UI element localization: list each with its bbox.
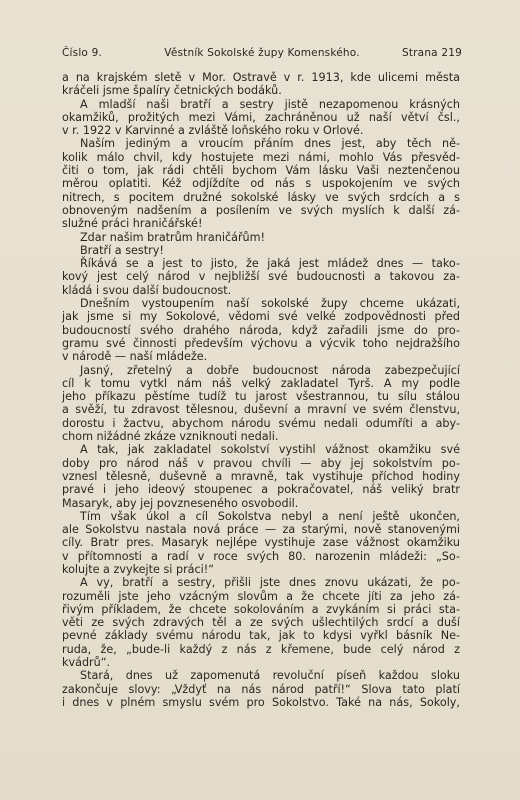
text-line: jak jsme si my Sokolové, vědomi své velké zodpovědnosti před: [62, 310, 460, 324]
page-header: [62, 47, 462, 59]
text-line: dorostu i žactvu, abychom národu svému nedali odumříti a aby-: [62, 416, 460, 430]
text-line: kolik málo chvil, kdy hostujete mezi námi, mohlo Vás přesvěd-: [62, 150, 460, 164]
text-line: obnoveným nadšením a posílením ve svých myslích k další zá-: [62, 203, 460, 217]
text-line: A tak, jak zakladatel sokolství vystihl vážnost okamžiku své: [80, 443, 460, 457]
text-line: ale Sokolstvu nastala nová práce — za starými, nově stanovenými: [62, 523, 460, 537]
text-line: i dnes v plném smyslu svém pro Sokolstvo. Také na nás, Sokoly,: [62, 695, 460, 709]
text-line: budoucností svého drahého národa, když zařadili jsme do pro-: [62, 323, 460, 337]
text-line: kolujte a zvykejte si práci!“: [62, 562, 215, 576]
text-line: cíl k tomu vytkl nám náš velký zakladatel Tyrš. A my podle: [62, 376, 460, 390]
journal-title: Věstník Sokolské župy Komenského.: [164, 47, 360, 59]
text-line: pevné základy svému národu tak, jak to kdysi vyřkl básník Ne-: [62, 629, 460, 643]
text-line: Jasný, zřetelný a dobře budoucnost národa zabezpečující: [80, 363, 460, 377]
issue-number: Číslo 9.: [62, 47, 103, 59]
text-line: a svěží, tu zdravost tělesnou, duševní a mravní ve svém členstvu,: [62, 403, 460, 417]
text-line: čiti o tom, jak rádi chtěli bychom Vám lásku Vaši neztenčenou: [62, 164, 460, 178]
text-line: A mladší naši bratří a sestry jistě nezapomenou krásných: [80, 97, 460, 111]
text-line: Masaryk, aby jej povzneseného osvobodil.: [62, 496, 299, 510]
text-line: Říkává se a jest to jisto, že jaká jest mládež dnes — tako-: [80, 257, 460, 271]
text-line: pravé i jeho ideový stoupenec a pokračovatel, náš veliký bratr: [62, 483, 460, 497]
text-line: vznesl tělesně, duševně a mravně, tak vystihuje příchod hodiny: [62, 469, 460, 483]
text-line: nitrech, s pocitem družné sokolské lásky ve svých srdcích a s: [62, 190, 460, 204]
text-line: zakončuje slovy: „Vždyť na nás národ patří!“ Slova tato platí: [62, 682, 460, 696]
text-line: v národě — naší mládeže.: [62, 350, 208, 364]
text-line: Tím však úkol a cíl Sokolstva nebyl a není ještě ukončen,: [80, 509, 460, 523]
text-line: ruda, že, „bude-li každý z nás z křemene, bude celý národ z: [62, 642, 460, 656]
text-line: Stará, dnes už zapomenutá revoluční píseň každou sloku: [80, 669, 460, 683]
text-line: v přítomnosti a radí v roce svých 80. narozenin mládeži: „So-: [62, 549, 460, 563]
text-line: řivým příkladem, že chcete sokolováním a zvykáním si práci sta-: [62, 602, 460, 616]
text-line: Dnešním vystoupením naší sokolské župy chceme ukázati,: [80, 297, 460, 311]
text-line: cíly. Bratr pres. Masaryk nejlépe vystihuje zase vážnost okamžiku: [62, 536, 460, 550]
body-text: [62, 71, 460, 709]
text-line: rozuměli jste jeho vzácným slovům a že chcete jíti za jeho zá-: [62, 589, 460, 603]
text-line: gramu své činnosti především výchovu a výcvik toho nejdražšího: [62, 336, 460, 350]
text-line: chom nižádné zkáze vzniknouti nedali.: [62, 430, 279, 444]
text-line: kový jest celý národ v nejbližší své budoucnosti a takovou za-: [62, 270, 460, 284]
text-line: měrou oplatiti. Kéž odjíždíte od nás s uspokojením ve svých: [62, 177, 460, 191]
text-line: jeho příkazu pěstíme tudíž tu jarost všestrannou, tu sílu stálou: [62, 390, 460, 404]
text-line: služné práci hraničářské!: [62, 217, 203, 231]
text-line: Naším jediným a vroucím přáním dnes jest, aby těch ně-: [80, 137, 460, 151]
text-line: kráčeli jsme špalíry četnických bodáků.: [62, 84, 282, 98]
text-line: doby pro národ náš v pravou chvíli — aby jej sokolstvím po-: [62, 456, 460, 470]
text-line: věti ze svých zdravých těl a ze svých ušlechtilých srdcí a duší: [62, 616, 460, 630]
text-line: Zdar našim bratrům hraničářům!: [80, 230, 266, 244]
text-line: kládá i svou další budoucnost.: [62, 283, 232, 297]
text-line: Bratří a sestry!: [80, 243, 164, 257]
text-line: okamžiků, prožitých mezi Vámi, zachráněnou už naší větví čsl.,: [62, 110, 460, 124]
text-line: A vy, bratří a sestry, přišli jste dnes znovu ukázati, že po-: [80, 576, 460, 590]
text-line: kvádrů“.: [62, 656, 111, 670]
text-line: v r. 1922 v Karvinné a zvláště loňského roku v Orlové.: [62, 124, 364, 138]
text-line: a na krajském sletě v Mor. Ostravě v r. 1913, kde ulicemi města: [62, 71, 460, 84]
page-number: Strana 219: [401, 47, 462, 59]
